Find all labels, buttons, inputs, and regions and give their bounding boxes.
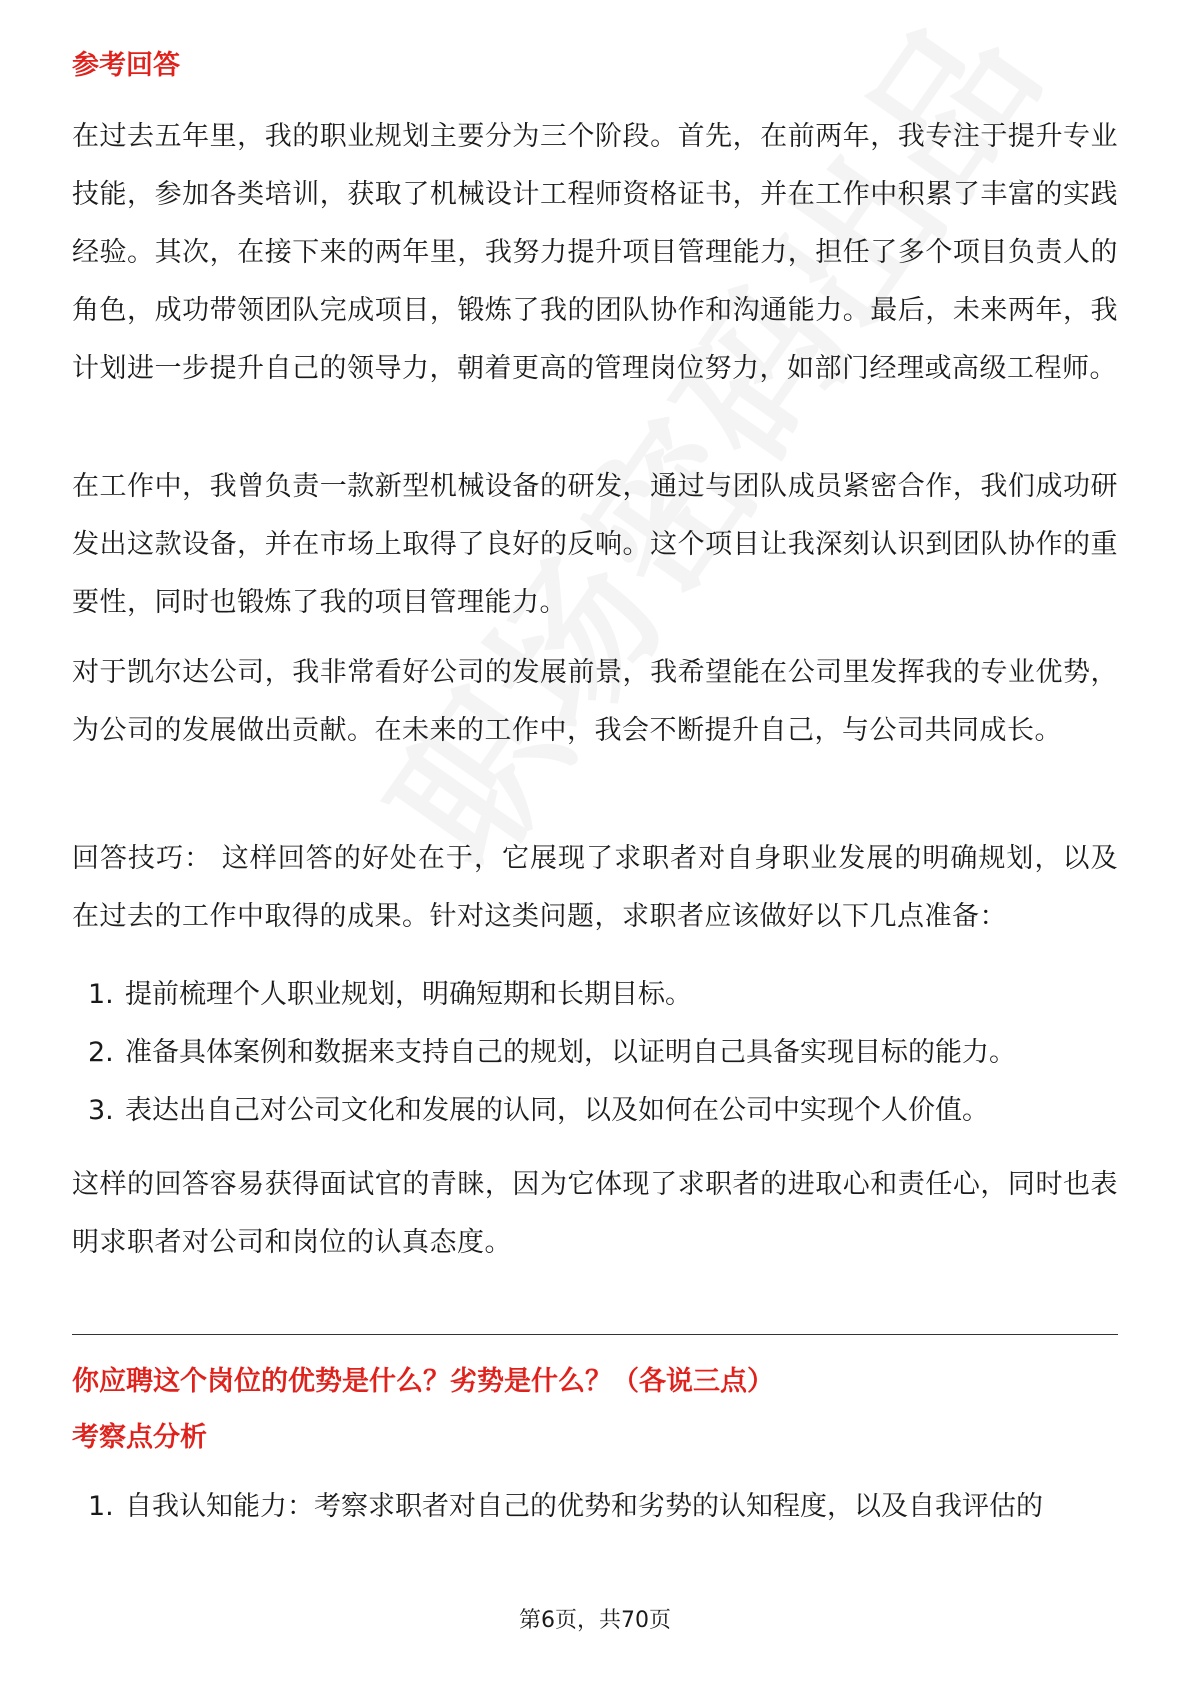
list-item-number: 1. — [88, 979, 114, 1010]
answer-paragraph-3: 对于凯尔达公司，我非常看好公司的发展前景，我希望能在公司里发挥我的专业优势，为公司的发展做出贡献。在未来的工作中，我会不断提升自己，与公司共同成长。 — [72, 657, 1118, 746]
tips-intro-paragraph: 回答技巧： 这样回答的好处在于，它展现了求职者对自身职业发展的明确规划，以及在过去的工作中取得的成果。针对这类问题，求职者应该做好以下几点准备： — [72, 843, 1118, 932]
list-item-number: 2. — [88, 1037, 114, 1068]
analysis-points-list — [72, 1478, 1118, 1536]
list-item — [72, 1024, 1118, 1082]
list-item-number: 1. — [88, 1491, 114, 1522]
reference-answer-heading: 参考回答 — [72, 50, 180, 81]
section-divider — [72, 1334, 1118, 1335]
list-item — [72, 966, 1118, 1024]
page-number-footer: 第6页，共70页 — [519, 1608, 671, 1633]
list-item-text: 表达出自己对公司文化和发展的认同，以及如何在公司中实现个人价值。 — [125, 1095, 989, 1126]
question-title: 你应聘这个岗位的优势是什么？劣势是什么？（各说三点） — [72, 1366, 774, 1397]
conclusion-paragraph: 这样的回答容易获得面试官的青睐，因为它体现了求职者的进取心和责任心，同时也表明求职者对公司和岗位的认真态度。 — [72, 1169, 1118, 1258]
analysis-heading: 考察点分析 — [72, 1422, 207, 1453]
list-item-text: 自我认知能力：考察求职者对自己的优势和劣势的认知程度，以及自我评估的 — [125, 1491, 1043, 1522]
list-item — [72, 1082, 1118, 1140]
list-item-text: 提前梳理个人职业规划，明确短期和长期目标。 — [125, 979, 692, 1010]
list-item — [72, 1478, 1118, 1536]
answer-paragraph-1: 在过去五年里，我的职业规划主要分为三个阶段。首先，在前两年，我专注于提升专业技能，参加各类培训，获取了机械设计工程师资格证书，并在工作中积累了丰富的实践经验。其次，在接下来的两年里，我努力提升项目管理能力，担任了多个项目负责人的角色，成功带领团队完成项目，锻炼了我的团队协作和沟通能力。最后，未来两年，我计划进一步提升自己的领导力，朝着更高的管理岗位努力，如部门经理或高级工程师。 — [72, 121, 1118, 384]
list-item-number: 3. — [88, 1095, 114, 1126]
list-item-text: 准备具体案例和数据来支持自己的规划，以证明自己具备实现目标的能力。 — [125, 1037, 1016, 1068]
tips-list — [72, 966, 1118, 1140]
answer-paragraph-2: 在工作中，我曾负责一款新型机械设备的研发，通过与团队成员紧密合作，我们成功研发出这款设备，并在市场上取得了良好的反响。这个项目让我深刻认识到团队协作的重要性，同时也锻炼了我的项目管理能力。 — [72, 471, 1118, 618]
